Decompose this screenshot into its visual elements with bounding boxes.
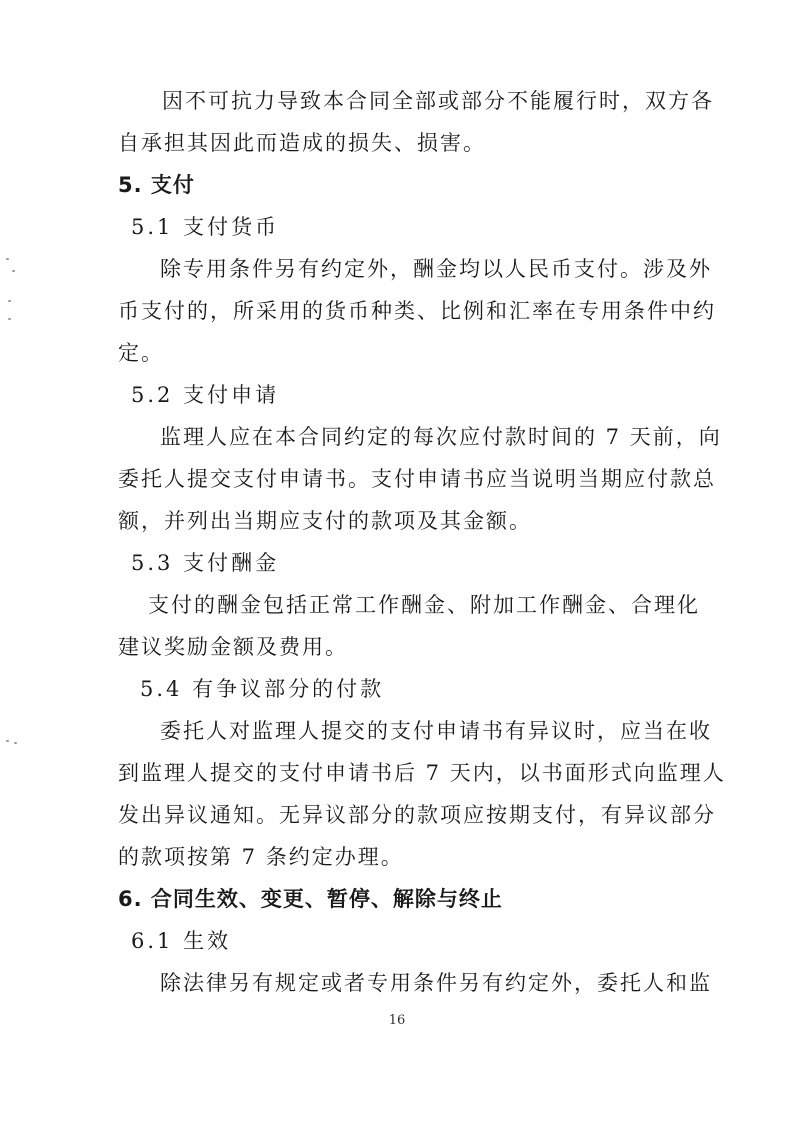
body-text-line: 币支付的，所采用的货币种类、比例和汇率在专用条件中约 — [118, 299, 716, 323]
page-number: 16 — [388, 1013, 406, 1028]
body-text-line: 自承担其因此而造成的损失、损害。 — [118, 131, 486, 155]
body-text-line: 因不可抗力导致本合同全部或部分不能履行时，双方各 — [162, 89, 714, 113]
body-text-line: 建议奖励金额及费用。 — [118, 635, 348, 659]
scan-speck — [8, 318, 11, 320]
subsection-heading: 5.1 支付货币 — [131, 215, 280, 239]
scan-speck — [12, 270, 15, 272]
body-text-line: 委托人对监理人提交的支付申请书有异议时，应当在收 — [160, 719, 712, 743]
scan-speck — [6, 740, 9, 742]
section-heading: 5. 支付 — [118, 173, 195, 197]
body-text-line: 额，并列出当期应支付的款项及其金额。 — [118, 509, 532, 533]
body-text-line: 除法律另有规定或者专用条件另有约定外，委托人和监 — [160, 971, 712, 995]
subsection-heading: 6.1 生效 — [131, 929, 232, 953]
scan-speck — [6, 258, 9, 260]
body-text-line: 支付的酬金包括正常工作酬金、附加工作酬金、合理化 — [148, 593, 700, 617]
subsection-heading: 5.4 有争议部分的付款 — [140, 677, 385, 701]
body-text-line: 除专用条件另有约定外，酬金均以人民币支付。涉及外 — [160, 257, 712, 281]
scan-speck — [14, 742, 17, 744]
subsection-heading: 5.3 支付酬金 — [131, 551, 280, 575]
body-text-line: 发出异议通知。无异议部分的款项应按期支付，有异议部分 — [118, 803, 716, 827]
body-text-line: 定。 — [118, 341, 164, 365]
body-text-line: 到监理人提交的支付申请书后 7 天内，以书面形式向监理人 — [118, 761, 726, 785]
subsection-heading: 5.2 支付申请 — [131, 383, 280, 407]
body-text-line: 的款项按第 7 条约定办理。 — [118, 845, 404, 869]
body-text-line: 监理人应在本合同约定的每次应付款时间的 7 天前，向 — [160, 425, 722, 449]
body-text-line: 委托人提交支付申请书。支付申请书应当说明当期应付款总 — [118, 467, 716, 491]
section-heading: 6. 合同生效、变更、暂停、解除与终止 — [118, 887, 503, 911]
scan-speck — [8, 300, 11, 302]
